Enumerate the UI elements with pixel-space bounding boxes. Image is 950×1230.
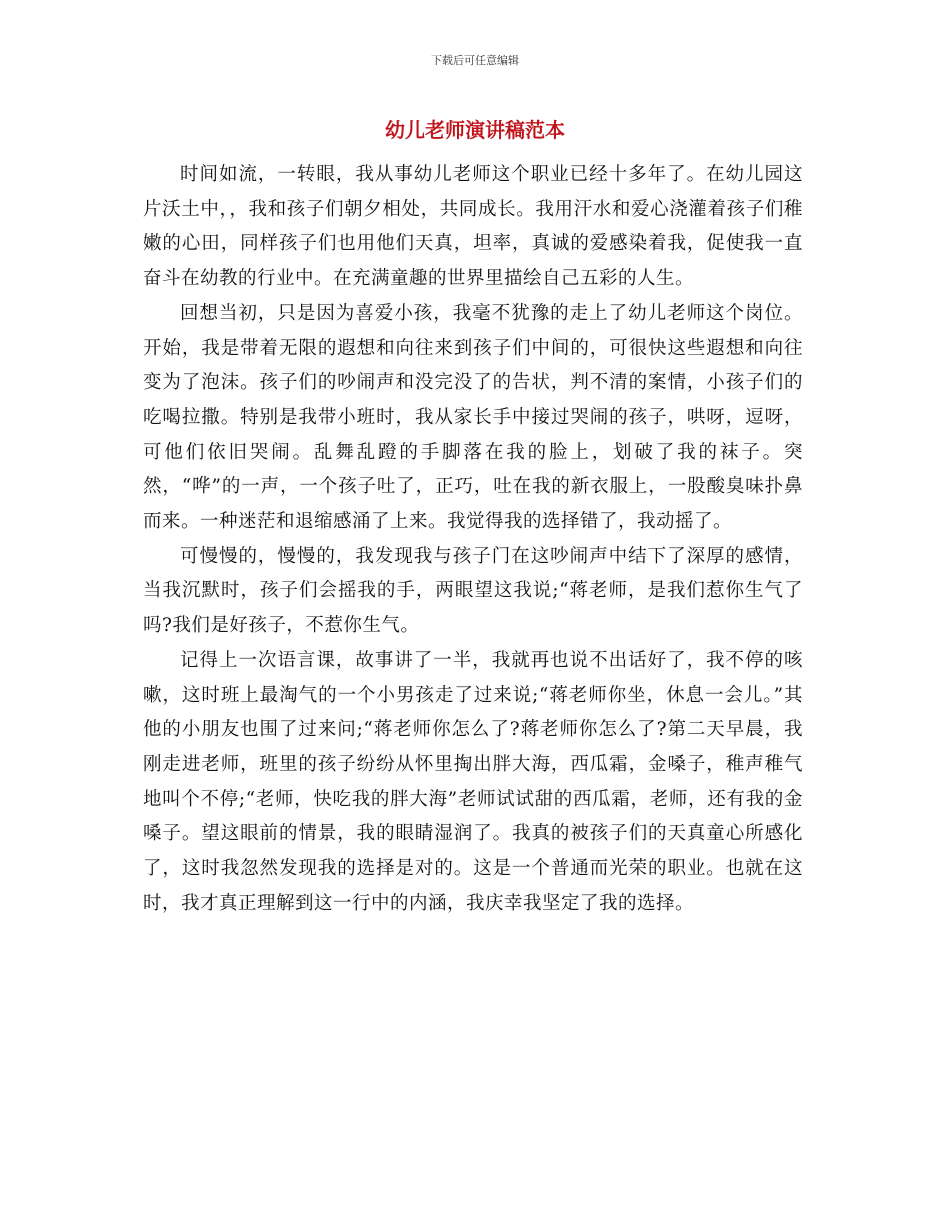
- paragraph-4: 记得上一次语言课，故事讲了一半，我就再也说不出话好了，我不停的咳嗽，这时班上最淘气的一个小男孩走了过来说;“蒋老师你坐，休息一会儿。”其他的小朋友也围了过来问;“蒋老师你怎么了?蒋老师你怎么了?第二天早晨，我刚走进老师，班里的孩子纷纷从怀里掏出胖大海，西瓜霜，金嗓子，稚声稚气地叫个不停;“老师，快吃我的胖大海”老师试试甜的西瓜霜，老师，还有我的金嗓子。望这眼前的情景，我的眼睛湿润了。我真的被孩子们的天真童心所感化了，这时我忽然发现我的选择是对的。这是一个普通而光荣的职业。也就在这时，我才真正理解到这一行中的内涵，我庆幸我坚定了我的选择。: [143, 649, 803, 914]
- header-note: 下载后可任意编辑: [431, 54, 519, 67]
- document-body: [143, 158, 803, 921]
- paragraph-1: 时间如流，一转眼，我从事幼儿老师这个职业已经十多年了。在幼儿园这片沃土中，，我和孩子们朝夕相处，共同成长。我用汗水和爱心浇灌着孩子们稚嫩的心田，同样孩子们也用他们天真，坦率，真诚的爱感染着我，促使我一直奋斗在幼教的行业中。在充满童趣的世界里描绘自己五彩的人生。: [143, 164, 803, 290]
- paragraph-3: 可慢慢的，慢慢的，我发现我与孩子门在这吵闹声中结下了深厚的感情，当我沉默时，孩子们会摇我的手，两眼望这我说;“蒋老师，是我们惹你生气了吗?我们是好孩子，不惹你生气。: [143, 545, 803, 637]
- paragraph-2: 回想当初，只是因为喜爱小孩，我毫不犹豫的走上了幼儿老师这个岗位。开始，我是带着无限的遐想和向往来到孩子们中间的，可很快这些遐想和向往变为了泡沫。孩子们的吵闹声和没完没了的告状，判不清的案情，小孩子们的吃喝拉撒。特别是我带小班时，我从家长手中接过哭闹的孩子，哄呀，逗呀，可他们依旧哭闹。乱舞乱蹬的手脚落在我的脸上，划破了我的袜子。突然，“哗”的一声，一个孩子吐了，正巧，吐在我的新衣服上，一股酸臭味扑鼻而来。一种迷茫和退缩感涌了上来。我觉得我的选择错了，我动摇了。: [143, 302, 803, 533]
- document-title: 幼儿老师演讲稿范本: [385, 118, 565, 142]
